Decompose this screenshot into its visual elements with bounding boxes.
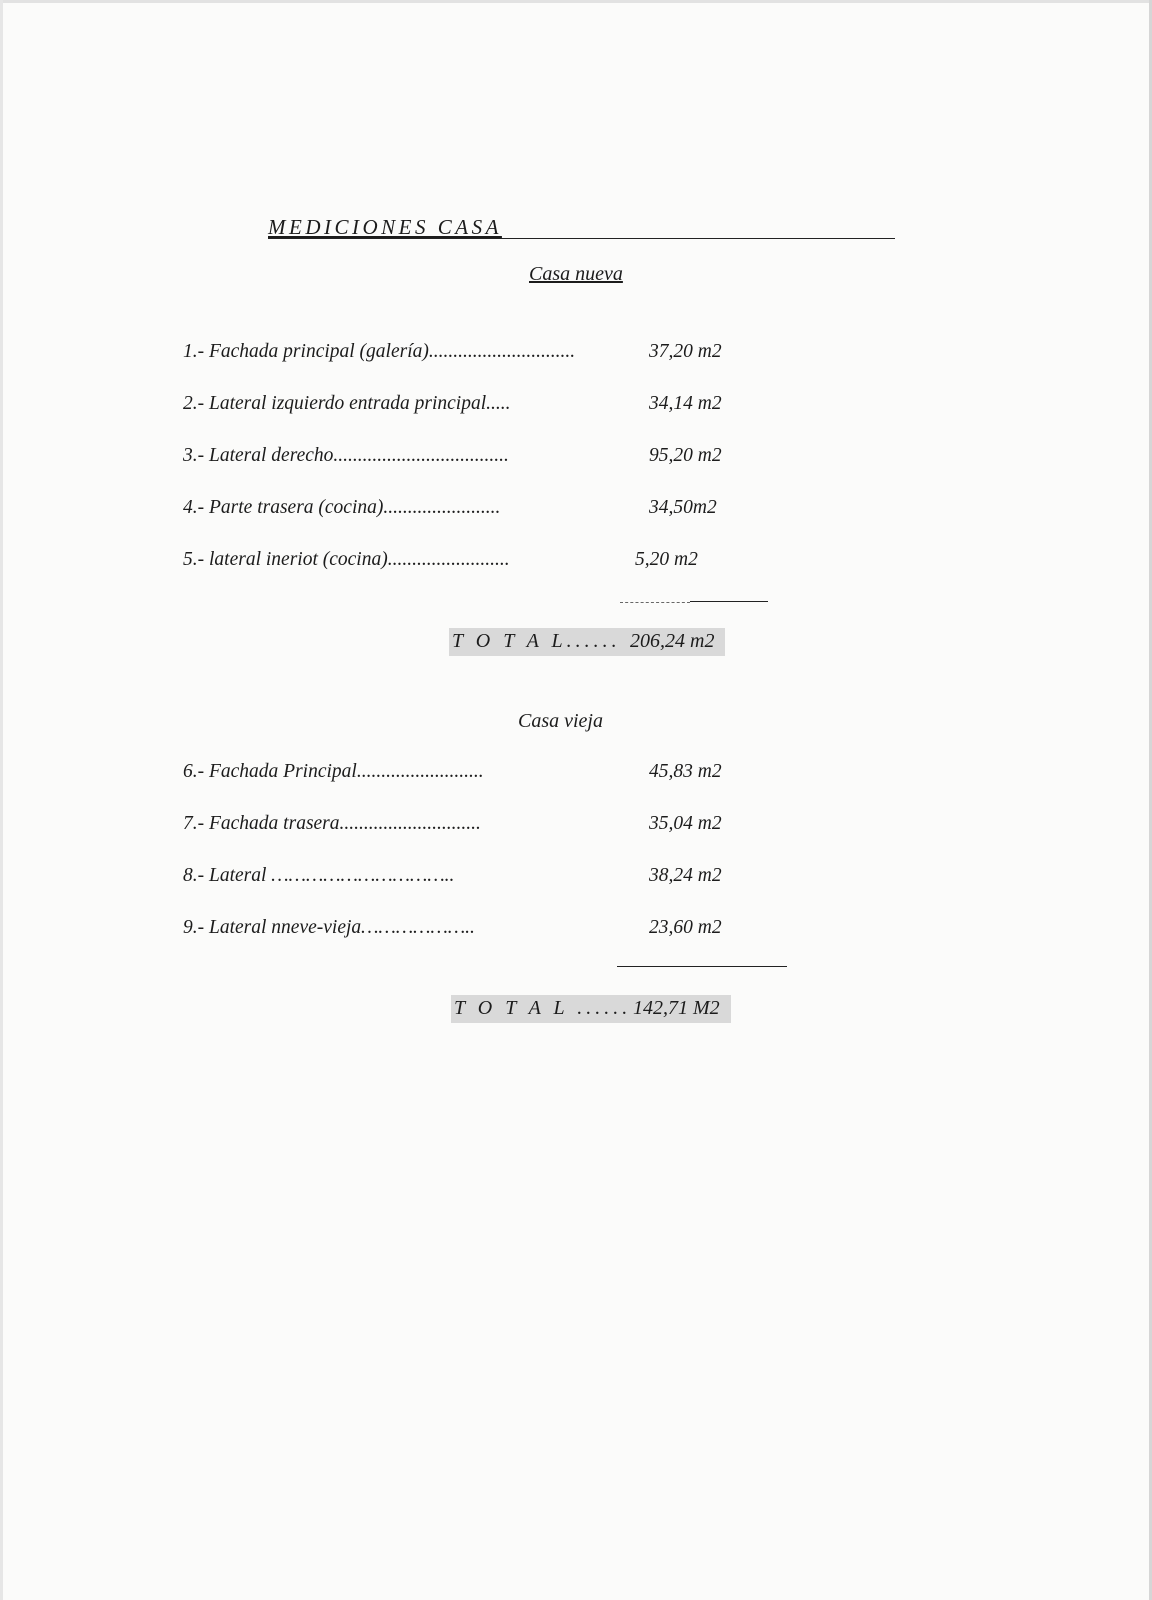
item-value: 95,20 m2 (649, 445, 722, 466)
total-label: T O T A L ...... (454, 997, 632, 1019)
item-value: 35,04 m2 (649, 813, 722, 834)
item-label: 7.- Fachada trasera............................. (183, 813, 481, 834)
item-value: 38,24 m2 (649, 865, 722, 886)
subtotal-rule-dotted (620, 602, 690, 603)
page-edge-top (0, 0, 1152, 3)
subtotal-rule (690, 601, 768, 602)
item-label: 5.- lateral ineriot (cocina)......................... (183, 549, 510, 570)
item-label: 6.- Fachada Principal.......................... (183, 761, 484, 782)
item-value: 5,20 m2 (635, 549, 698, 570)
subtotal-rule (617, 966, 787, 967)
item-label: 2.- Lateral izquierdo entrada principal..... (183, 393, 511, 414)
item-value: 34,14 m2 (649, 393, 722, 414)
total-row-casa-nueva (449, 628, 725, 656)
item-label: 1.- Fachada principal (galería).............................. (183, 341, 576, 362)
item-value: 45,83 m2 (649, 761, 722, 782)
item-value: 23,60 m2 (649, 917, 722, 938)
title-underline (268, 238, 895, 239)
item-label: 8.- Lateral ………………………….. (183, 865, 455, 886)
total-value: 206,24 m2 (630, 630, 715, 652)
total-label: T O T A L...... (452, 630, 621, 652)
document-title: MEDICIONES CASA (268, 215, 502, 239)
item-label: 4.- Parte trasera (cocina)........................ (183, 497, 501, 518)
total-row-casa-vieja (451, 995, 731, 1023)
page-edge-left (0, 0, 3, 1600)
item-label: 9.- Lateral nneve-vieja……………….. (183, 917, 475, 938)
item-value: 37,20 m2 (649, 341, 722, 362)
section-heading-casa-vieja: Casa vieja (518, 710, 603, 732)
item-label: 3.- Lateral derecho.................................... (183, 445, 509, 466)
item-value: 34,50m2 (649, 497, 717, 518)
section-heading-casa-nueva: Casa nueva (529, 263, 623, 285)
total-value: 142,71 M2 (633, 997, 720, 1019)
